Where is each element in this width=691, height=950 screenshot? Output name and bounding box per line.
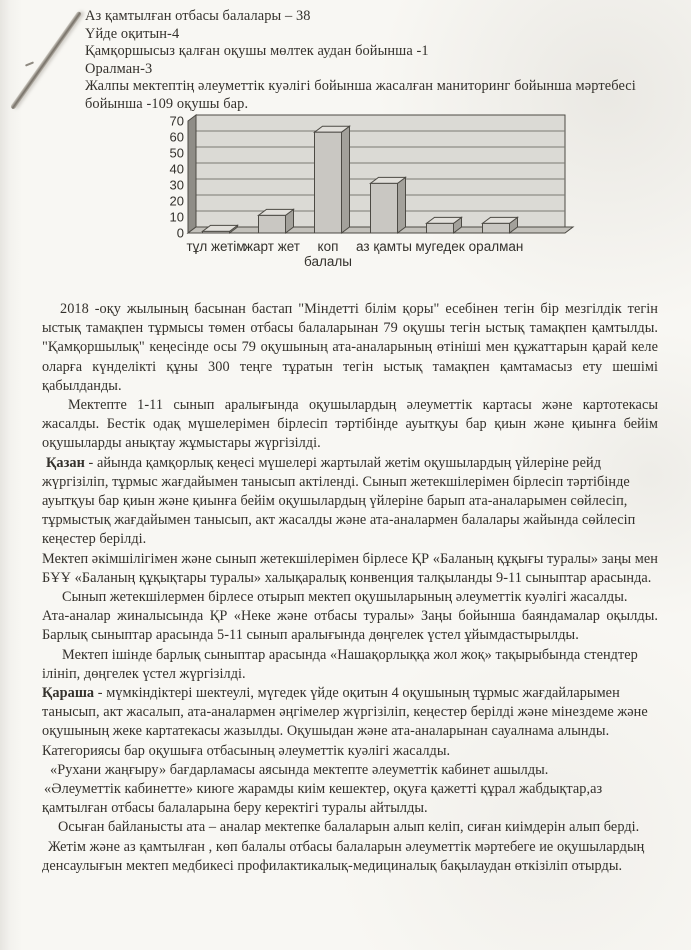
paragraph-text: 2018 -оқу жылының басынан бастап "Міндетті білім қоры" есебінен тегін бір мезгілдік тегін ыстық тамақпен тұрмысы төмен отбасы балаларынан 79 оқушы тегін ыстық тамақпен қамтылды. "Қамқоршылық" кеңесінде осы 79 оқушының ата-аналарының өтініші мен құжаттарын қарай келе оларға күнделікті құны 300 теңге тұратын тегін ыстық тамақпен қамтамасыз ету шешімі қабылданды. [42,301,658,394]
paragraph-text: Осыған байланысты ата – аналар мектепке балаларын алып келіп, сиған киімдерін алып берді. [58,819,640,836]
y-axis-tick-label: 30 [169,177,184,193]
report-paragraph [42,818,658,837]
y-axis-tick-label: 70 [169,113,184,129]
x-axis-category-label: жарт жет [244,239,300,254]
report-paragraph [42,838,658,876]
social-status-bar-chart [150,106,620,278]
report-paragraph [42,550,658,588]
y-axis-tick-label: 50 [169,145,184,161]
summary-line: Қамқоршысыз қалған оқушы мөлтек аудан бойынша -1 [85,43,429,60]
paragraph-text: Мектепте 1-11 сынып аралығында оқушылардың әлеуметтік картасы және картотекасы жасалды. Бестік одақ мүшелерімен бірлесіп тәртібінде ауытқуы бар қиын және қиынға бейім оқушыларды анықтау жұмыстары жүргізілді. [42,397,658,452]
paragraph-text: Жетім және аз қамтылған , көп балалы отбасы балаларын әлеуметтік мәртебеге ие оқушылардың денсаулығын мектеп медбикесі профилактикалық-медициналық бақылаудан өткізіліп отырды. [42,838,645,874]
chart-bar [483,223,510,233]
paragraph-text: - мүмкіндіктері шектеулі, мүгедек үйде оқитын 4 оқушының тұрмыс жағдайларымен танысып, акт жасалып, ата-аналармен әңгімелер жүргізіліп, кеңестер берілді және мінездеме және оқушының жеке картатекасы жазылды. Оқушыдан және ата-аналарынан сауалнама алынды. [42,685,648,740]
x-axis-category-label: коп [317,239,339,254]
report-paragraph [42,588,658,607]
pen-tick-mark [25,61,34,66]
chart-wall-side [188,115,196,233]
chart-bar [427,223,454,233]
x-axis-category-label: балалы [304,254,352,269]
x-axis-category-label: тұл жетім [186,239,246,254]
y-axis-tick-label: 40 [169,161,184,177]
y-axis-tick-label: 0 [176,225,184,241]
report-paragraph [42,454,658,550]
chart-bar [203,231,230,233]
paragraph-text: - айында қамқорлық кеңесі мүшелері жартылай жетім оқушылардың үйлеріне рейд жүргізіліп, тұрмыс жағдайымен танысып актіленді. Сынып жетекшілерімен бірлесіп тәртібінде ауытқуы бар қиын және қиынға бейім оқушылардың үйлеріне барып ата-аналарымен сөйлесіп, тұрмыстық жағдайымен танысып, акт жасалды және ата-аналармен балалары жайында сөйлесіп кеңестер берілді. [42,454,636,548]
y-axis-tick-label: 20 [169,193,184,209]
paragraph-text: Сынып жетекшілермен бірлесе отырып мектеп оқушыларының әлеуметтік куәлігі жасалды. [62,589,628,606]
report-paragraph [42,646,658,684]
x-axis-category-label: аз қамты [356,239,412,254]
bar-side-face [342,126,350,233]
paragraph-text: «Рухани жаңғыру» бағдарламасы аясында мектепте әлеуметтік кабинет ашылды. [50,761,549,778]
report-paragraph [42,396,658,454]
bar-chart-svg [150,106,620,278]
paragraph-text: Ата-аналар жиналысында ҚР «Неке және отбасы туралы» Заңы бойынша баяндамалар оқылды. Барлық сыныптар арасында 5-11 сынып аралығында дөңгелек үстел ұйымдастырылды. [42,608,658,644]
report-paragraph [42,684,658,742]
bar-side-face [398,177,406,233]
report-paragraph [42,761,658,780]
month-lead-label: Қазан [46,454,85,471]
summary-line: Аз қамтылған отбасы балалары – 38 [85,8,311,24]
y-axis-tick-label: 60 [169,129,184,145]
x-axis-category-label: мугедек [415,239,465,254]
corner-fold-mark [10,11,82,110]
report-body-text [42,300,658,876]
chart-bar [259,215,286,233]
y-axis-tick-label: 10 [169,209,184,225]
summary-line: Жалпы мектептің әлеуметтік куәлігі бойынша жасалған маниторинг бойынша мәртебесі бойынша -109 оқушы бар. [85,78,636,112]
month-lead-label: Қараша [42,685,95,702]
paragraph-text: Мектеп әкімшілігімен және сынып жетекшілерімен бірлесе ҚР «Баланың құқығы туралы» заңы мен БҰҰ «Баланың құқықтары туралы» халықаралық конвенция талқыланды 9-11 сыныптар арасында. [42,550,658,586]
x-axis-category-label: оралман [468,239,524,254]
summary-line: Үйде оқитын-4 [85,25,180,42]
report-paragraph [42,300,658,396]
report-paragraph [42,780,658,818]
report-paragraph [42,742,658,761]
report-paragraph [42,607,658,645]
summary-lines [85,8,670,114]
paragraph-text: Мектеп ішінде барлық сыныптар арасында «Нашақорлыққа жол жоқ» тақырыбында стендтер ілініп, дөңгелек үстел жүргізілді. [42,646,638,682]
chart-bar [315,132,342,233]
paragraph-text: «Әлеуметтік кабинетте» киюге жарамды киім кешектер, оқуға қажетті құрал жабдықтар,аз қамтылған отбасы балаларына беру керектігі туралы айтылды. [42,781,603,817]
paragraph-text: Категориясы бар оқушыға отбасының әлеуметтік куәлігі жасалды. [42,742,451,759]
chart-bar [371,183,398,233]
summary-line: Оралман-3 [85,60,153,77]
